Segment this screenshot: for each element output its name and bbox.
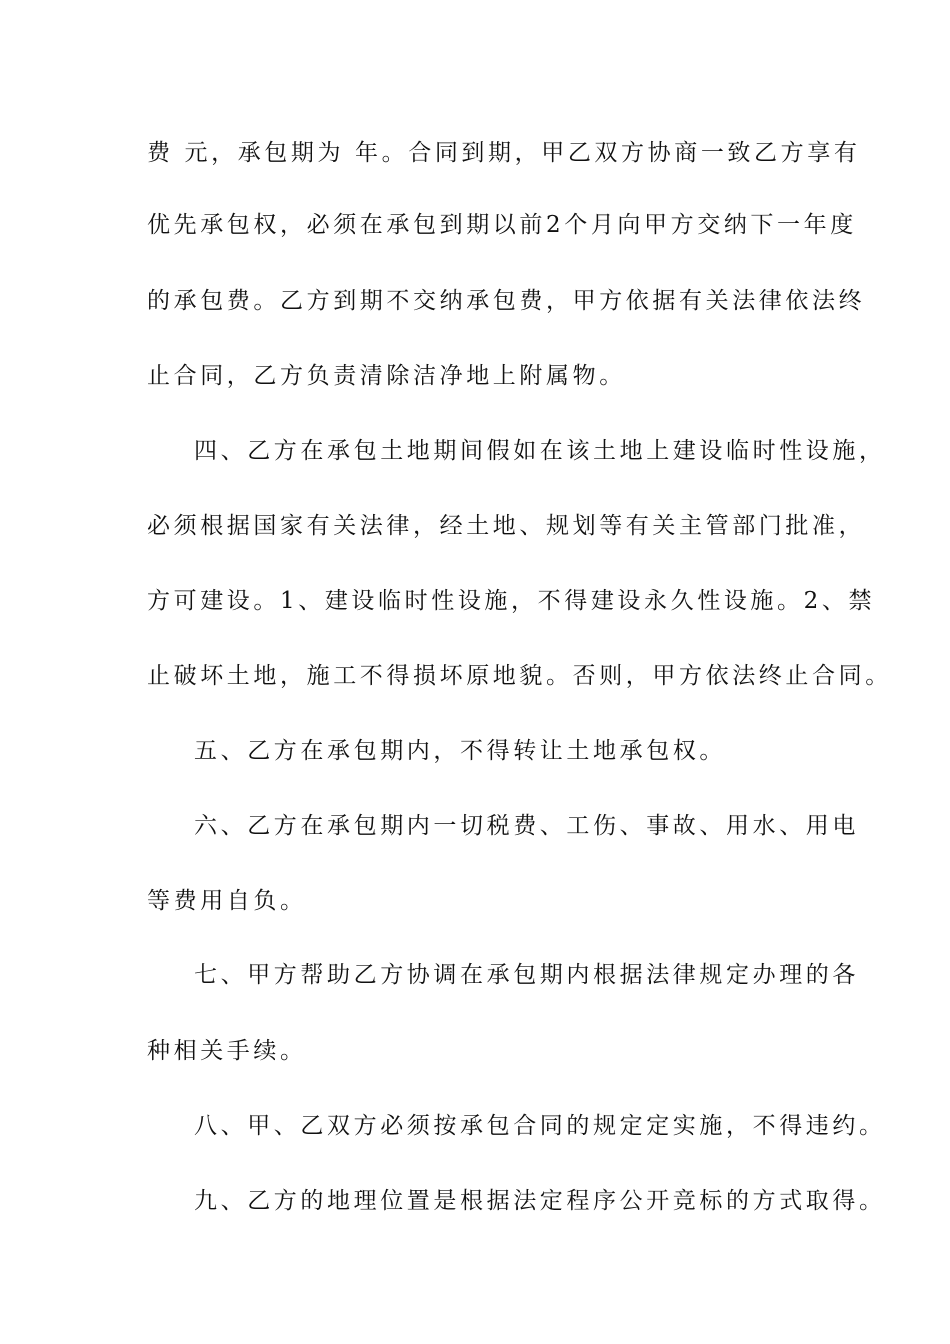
text-line: 必须根据国家有关法律，经土地、规划等有关主管部门批准， (147, 513, 866, 539)
paragraph-seven-start: 七、甲方帮助乙方协调在承包期内根据法律规定办理的各 (194, 962, 859, 988)
paragraph-five: 五、乙方在承包期内，不得转让土地承包权。 (194, 738, 726, 764)
text-line: 方可建设。1、建设临时性设施，不得建设永久性设施。2、禁 (147, 588, 876, 614)
text-line: 止破坏土地，施工不得损坏原地貌。否则，甲方依法终止合同。 (147, 663, 892, 689)
paragraph-nine: 九、乙方的地理位置是根据法定程序公开竞标的方式取得。 (194, 1188, 886, 1214)
text-line: 的承包费。乙方到期不交纳承包费，甲方依据有关法律依法终 (147, 288, 866, 314)
text-line: 费 元，承包期为 年。合同到期，甲乙双方协商一致乙方享有 (147, 140, 861, 166)
text-line: 优先承包权，必须在承包到期以前2个月向甲方交纳下一年度 (147, 212, 857, 238)
paragraph-six-start: 六、乙方在承包期内一切税费、工伤、事故、用水、用电 (194, 813, 859, 839)
paragraph-four-start: 四、乙方在承包土地期间假如在该土地上建设临时性设施， (194, 438, 886, 464)
text-line: 止合同，乙方负责清除洁净地上附属物。 (147, 363, 626, 389)
text-line: 等费用自负。 (147, 888, 307, 914)
paragraph-eight: 八、甲、乙双方必须按承包合同的规定定实施，不得违约。 (194, 1113, 886, 1139)
text-line: 种相关手续。 (147, 1038, 307, 1064)
